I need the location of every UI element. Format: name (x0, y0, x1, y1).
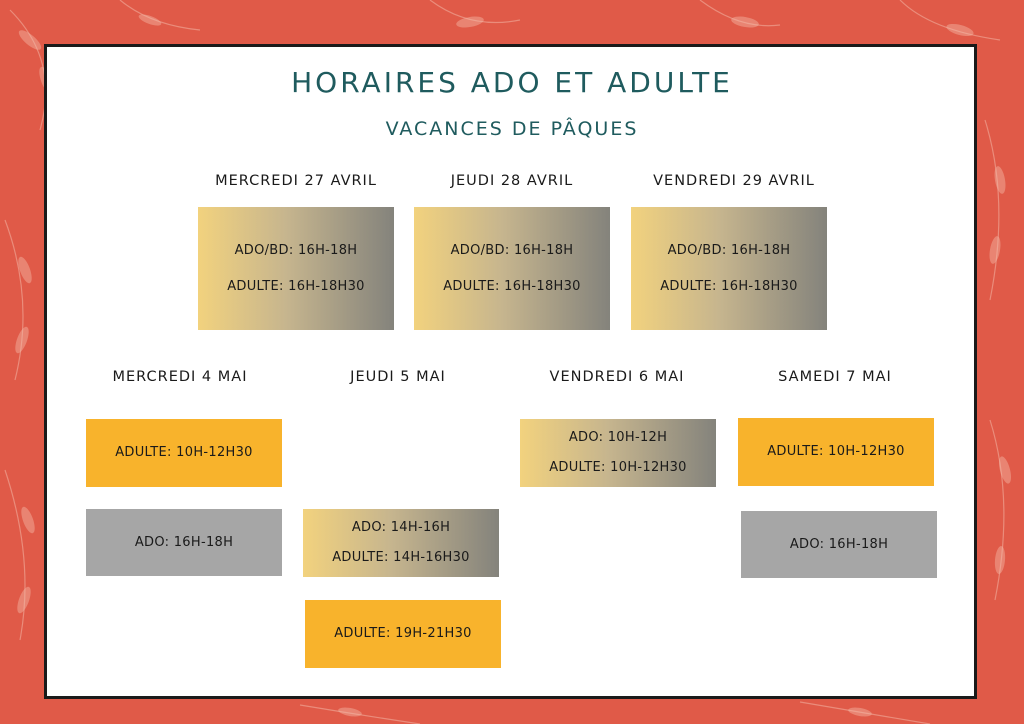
schedule-box-jeudi-28-avril (414, 207, 610, 330)
schedule-box-jeudi-5-mai-evening (305, 600, 501, 668)
page-subtitle: VACANCES DE PÂQUES (385, 118, 639, 140)
day-label-vendredi-29-avril: VENDREDI 29 AVRIL (653, 173, 815, 189)
slot-adulte: ADULTE: 16H-18H30 (227, 278, 365, 294)
schedule-box-vendredi-6-mai (520, 419, 716, 487)
slot-adulte: ADULTE: 10H-12H30 (767, 444, 905, 460)
schedule-box-mercredi-4-mai-ado (86, 509, 282, 576)
slot-ado: ADO: 16H-18H (134, 534, 234, 550)
day-label-samedi-7-mai: SAMEDI 7 MAI (778, 369, 892, 385)
day-label-mercredi-27-avril: MERCREDI 27 AVRIL (215, 173, 377, 189)
schedule-box-mercredi-27-avril (198, 207, 394, 330)
slot-adulte: ADULTE: 19H-21H30 (334, 626, 472, 642)
slot-adulte: ADULTE: 16H-18H30 (660, 278, 798, 294)
page-title: HORAIRES ADO ET ADULTE (291, 66, 733, 99)
slot-ado: ADO: 16H-18H (789, 536, 889, 552)
slot-adulte: ADULTE: 10H-12H30 (115, 445, 253, 461)
schedule-box-samedi-7-mai-adulte (738, 418, 934, 486)
slot-adulte: ADULTE: 14H-16H30 (332, 550, 470, 565)
slot-ado-bd: ADO/BD: 16H-18H (667, 242, 791, 258)
schedule-box-jeudi-5-mai-afternoon (303, 509, 499, 577)
slot-ado: ADO: 10H-12H (568, 430, 668, 446)
schedule-box-vendredi-29-avril (631, 207, 827, 330)
slot-adulte: ADULTE: 16H-18H30 (443, 278, 581, 294)
day-label-jeudi-28-avril: JEUDI 28 AVRIL (450, 173, 574, 189)
slot-ado: ADO: 14H-16H (351, 520, 451, 536)
slot-adulte: ADULTE: 10H-12H30 (549, 460, 687, 475)
schedule-box-mercredi-4-mai-adulte (86, 419, 282, 487)
day-label-vendredi-6-mai: VENDREDI 6 MAI (549, 369, 685, 385)
schedule-box-samedi-7-mai-ado (741, 511, 937, 578)
slot-ado-bd: ADO/BD: 16H-18H (450, 242, 574, 258)
day-label-jeudi-5-mai: JEUDI 5 MAI (350, 369, 446, 385)
slot-ado-bd: ADO/BD: 16H-18H (234, 242, 358, 258)
day-label-mercredi-4-mai: MERCREDI 4 MAI (112, 369, 248, 385)
